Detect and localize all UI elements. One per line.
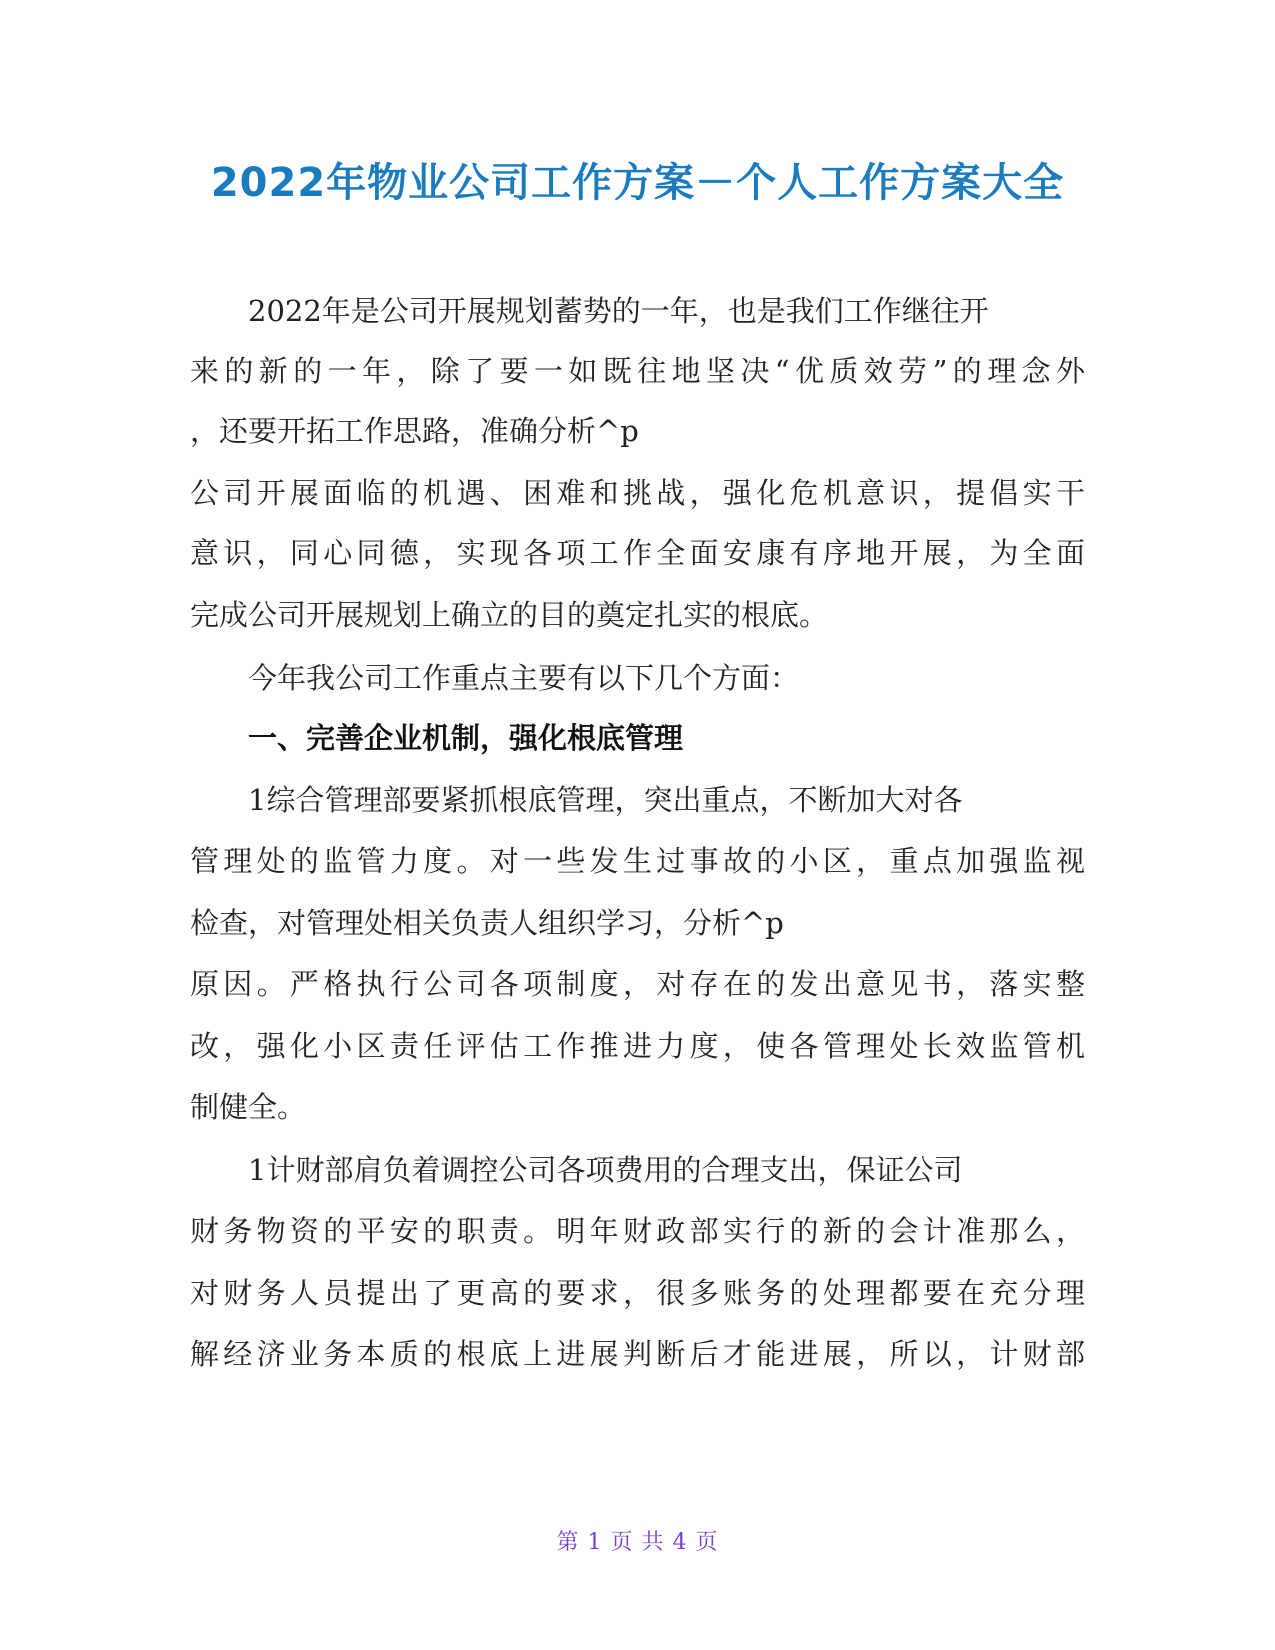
body-line-7: 今年我公司工作重点主要有以下几个方面： (248, 661, 800, 695)
page-number-footer: 第 1 页 共 4 页 (556, 1530, 719, 1555)
body-line-3: ，还要开拓工作思路，准确分析^p (190, 414, 639, 448)
body-line-4: 公司开展面临的机遇、困难和挑战，强化危机意识，提倡实干 (190, 476, 1085, 510)
body-line-13: 改，强化小区责任评估工作推进力度，使各管理处长效监管机 (190, 1029, 1085, 1063)
body-line-1: 2022年是公司开展规划蓄势的一年，也是我们工作继往开 (248, 294, 989, 328)
section-heading: 一、完善企业机制，强化根底管理 (248, 721, 684, 755)
body-line-14: 制健全。 (190, 1090, 307, 1124)
body-line-18: 解经济业务本质的根底上进展判断后才能进展，所以，计财部 (190, 1337, 1085, 1371)
body-line-16: 财务物资的平安的职责。明年财政部实行的新的会计准那么， (190, 1214, 1085, 1248)
body-line-15: 1计财部肩负着调控公司各项费用的合理支出，保证公司 (248, 1153, 963, 1187)
body-line-10: 管理处的监管力度。对一些发生过事故的小区，重点加强监视 (190, 844, 1085, 878)
body-line-12: 原因。严格执行公司各项制度，对存在的发出意见书，落实整 (190, 967, 1085, 1001)
body-line-2: 来的新的一年，除了要一如既往地坚决“优质效劳”的理念外 (190, 354, 1085, 388)
body-line-6: 完成公司开展规划上确立的目的奠定扎实的根底。 (190, 598, 829, 632)
document-title: 2022年物业公司工作方案－个人工作方案大全 (210, 160, 1065, 206)
body-line-5: 意识，同心同德，实现各项工作全面安康有序地开展，为全面 (190, 536, 1085, 570)
body-line-11: 检查，对管理处相关负责人组织学习，分析^p (190, 906, 784, 940)
body-line-17: 对财务人员提出了更高的要求，很多账务的处理都要在充分理 (190, 1276, 1085, 1310)
body-line-9: 1综合管理部要紧抓根底管理，突出重点，不断加大对各 (248, 783, 963, 817)
